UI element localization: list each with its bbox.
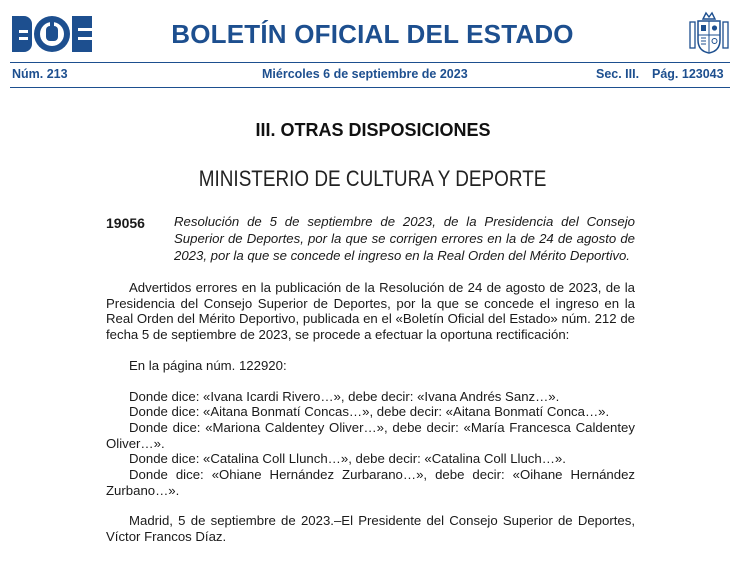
section-label: Sec. III. [596, 67, 640, 81]
correction-item: Donde dice: «Ohiane Hernández Zurbarano…», debe decir: «Oihane Hernández Zurbano…». [106, 467, 635, 498]
issue-number: Núm. 213 [12, 67, 68, 81]
entry-number: 19056 [106, 215, 145, 231]
coat-of-arms-icon [687, 10, 731, 56]
header-top-rule [10, 62, 730, 63]
boe-logo-icon [10, 14, 94, 54]
newspaper-title: BOLETÍN OFICIAL DEL ESTADO [171, 19, 574, 49]
correction-item: Donde dice: «Mariona Caldentey Oliver…», debe decir: «María Francesca Caldentey Oliver…». [106, 419, 635, 451]
correction-item: Donde dice: «Ivana Icardi Rivero…», debe decir: «Ivana Andrés Sanz…». [129, 388, 560, 404]
intro-paragraph: Advertidos errores en la publicación de la Resolución de 24 de agosto de 2023, de la Presidencia del Consejo Superior de Deportes, por la que se concede el ingreso en la Real Orden del Mérito Deportivo, publicada en el «Boletín Oficial del Estado» núm. 212 de fecha 5 de septiembre de 2023, se procede a efectuar la oportuna rectificación: [106, 280, 635, 343]
ministry-heading: MINISTERIO DE CULTURA Y DEPORTE [198, 166, 547, 191]
page-reference: En la página núm. 122920: [129, 357, 287, 373]
document-body [106, 280, 635, 545]
issue-date: Miércoles 6 de septiembre de 2023 [262, 67, 468, 81]
page-number: Pág. 123043 [652, 67, 724, 81]
header-bottom-rule [10, 87, 730, 88]
correction-item: Donde dice: «Catalina Coll Llunch…», debe decir: «Catalina Coll Lluch…». [129, 451, 566, 467]
section-heading: III. OTRAS DISPOSICIONES [255, 120, 491, 140]
resolution-summary: Resolución de 5 de septiembre de 2023, de la Presidencia del Consejo Superior de Deportes, por la que se corrigen errores en la de 24 de agosto de 2023, por la que se concede el ingreso en la Real Orden del Mérito Deportivo. [174, 214, 635, 263]
correction-item: Donde dice: «Aitana Bonmatí Concas…», debe decir: «Aitana Bonmatí Conca…». [129, 404, 610, 420]
signature: Madrid, 5 de septiembre de 2023.–El Presidente del Consejo Superior de Deportes, Víctor Francos Díaz. [106, 513, 635, 545]
